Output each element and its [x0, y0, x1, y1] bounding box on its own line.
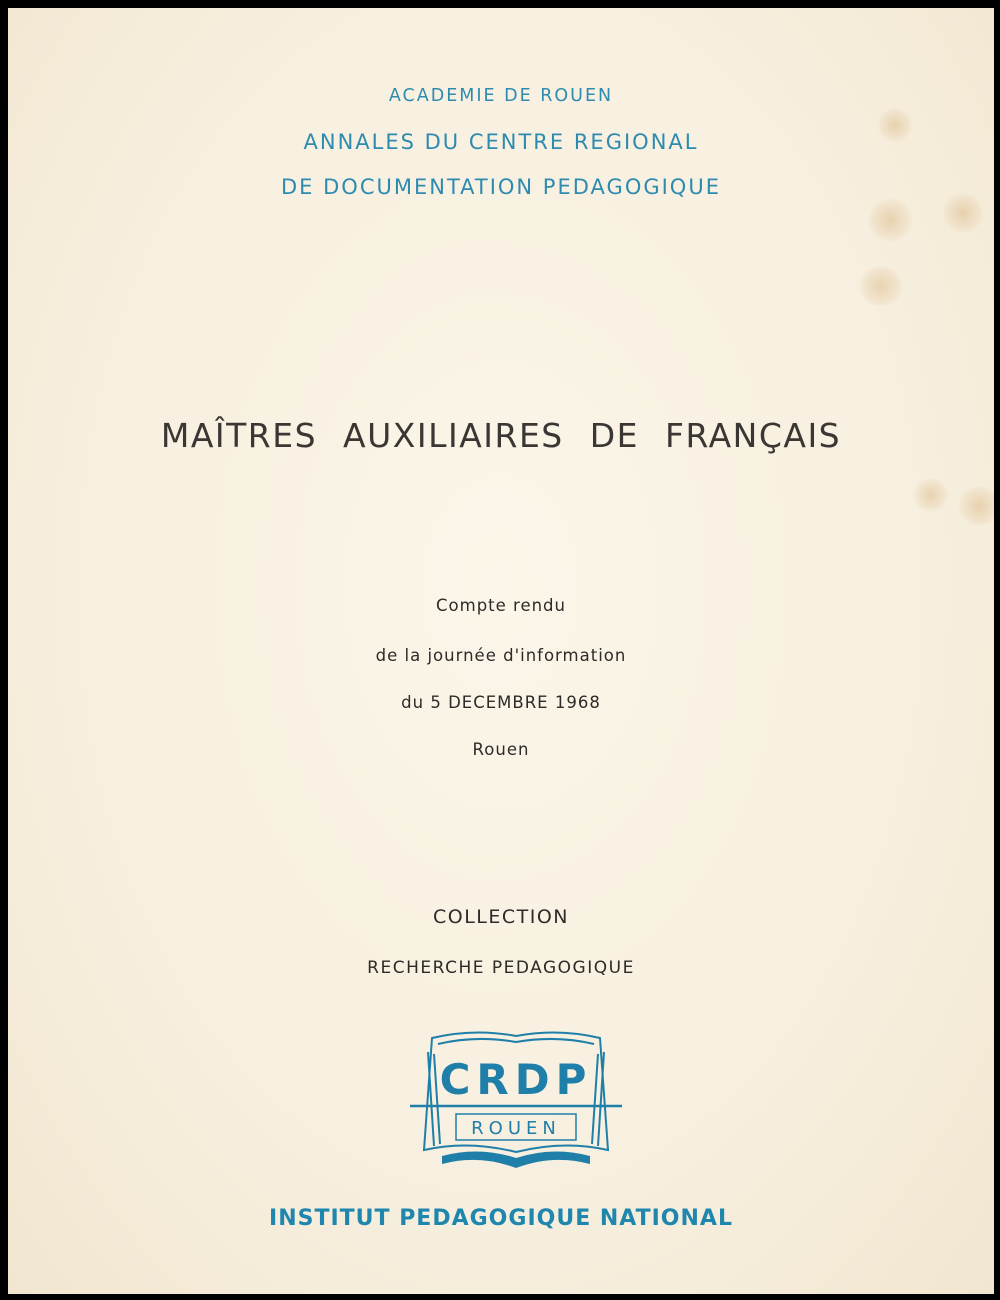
stain-mark	[958, 486, 994, 526]
stain-mark	[868, 198, 912, 242]
document-title: MAÎTRES AUXILIAIRES DE FRANÇAIS	[160, 416, 842, 455]
report-line-2: de la journée d'information	[375, 646, 627, 665]
report-line-1: Compte rendu	[436, 596, 566, 615]
publisher-name: INSTITUT PEDAGOGIQUE NATIONAL	[269, 1206, 733, 1231]
stain-mark	[858, 266, 904, 306]
collection-name: RECHERCHE PEDAGOGIQUE	[367, 958, 635, 978]
report-date: du 5 DECEMBRE 1968	[401, 693, 601, 712]
annals-title-line1: ANNALES DU CENTRE REGIONAL	[303, 130, 699, 154]
stain-mark	[913, 478, 949, 512]
logo-city: ROUEN	[471, 1118, 561, 1139]
report-location: Rouen	[472, 740, 530, 759]
academy-name: ACADEMIE DE ROUEN	[388, 86, 614, 106]
stain-mark	[943, 193, 983, 233]
annals-title-line2: DE DOCUMENTATION PEDAGOGIQUE	[281, 175, 721, 199]
document-page	[8, 8, 994, 1294]
collection-label: COLLECTION	[432, 906, 570, 928]
crdp-logo	[404, 1024, 628, 1176]
logo-acronym: CRDP	[439, 1055, 593, 1104]
